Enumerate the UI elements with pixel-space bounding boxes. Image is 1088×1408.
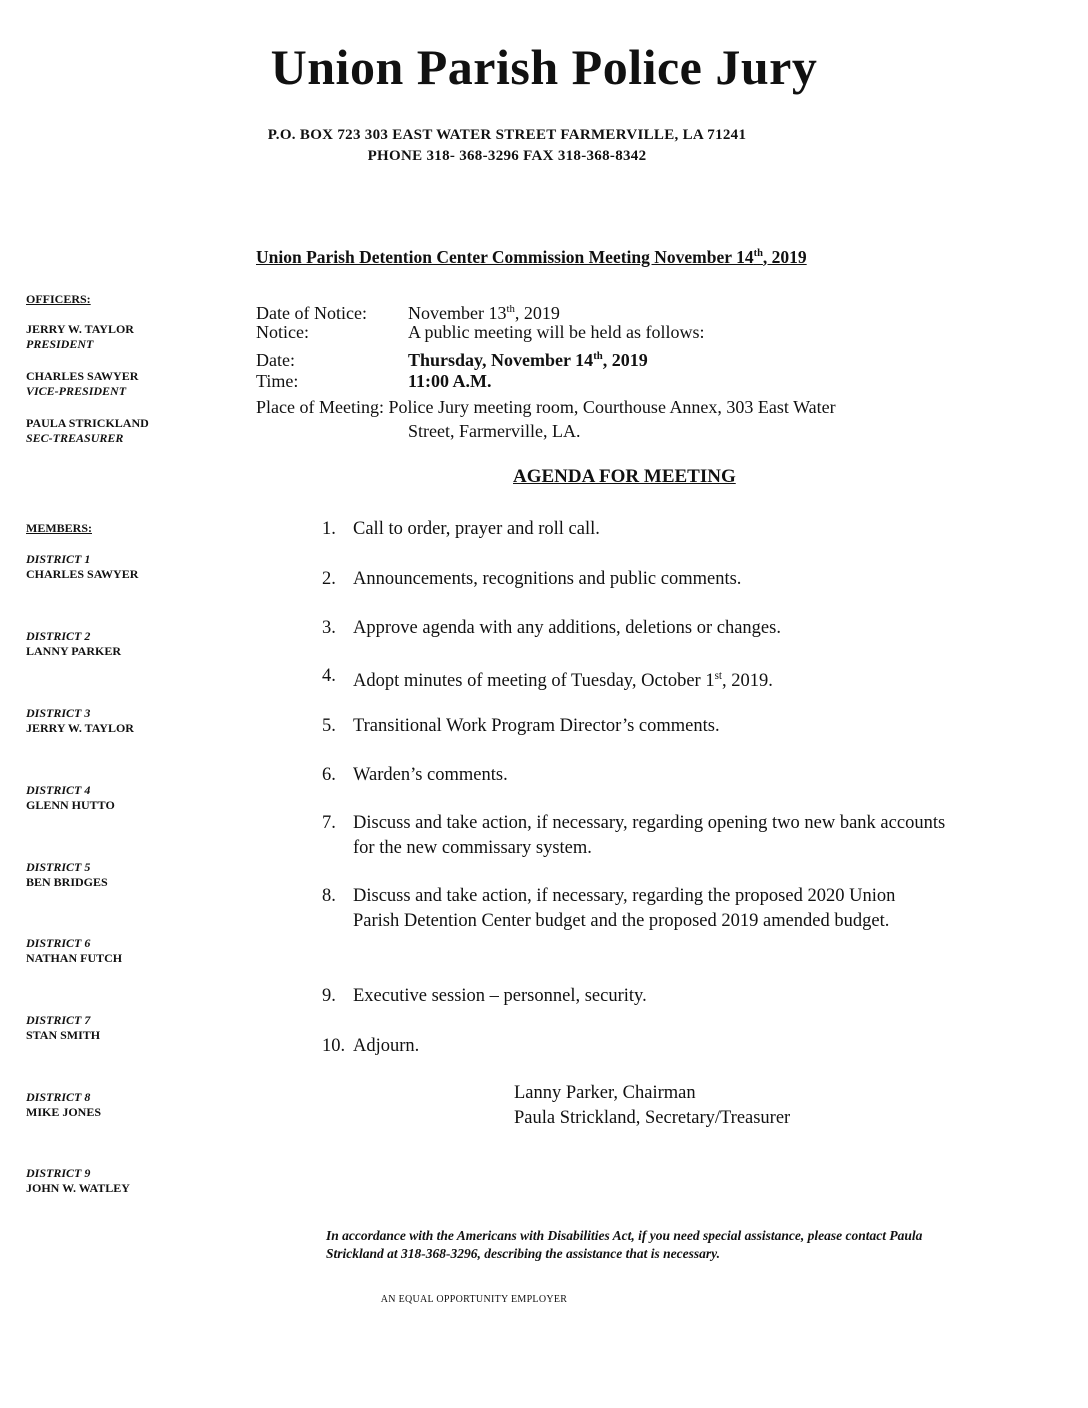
agenda-item-number: 7. xyxy=(322,813,336,833)
place-row xyxy=(256,396,836,418)
member-district: DISTRICT 1 xyxy=(26,552,91,566)
date-row xyxy=(256,345,648,371)
agenda-item-text: Discuss and take action, if necessary, regarding the proposed 2020 Union Parish Detention Center budget and the proposed 2019 amended budget. xyxy=(353,886,896,931)
agenda-item xyxy=(322,984,962,1009)
member-entry xyxy=(26,783,115,813)
notice-label: Notice: xyxy=(256,322,309,342)
agenda-item xyxy=(322,567,962,592)
member-entry xyxy=(26,860,108,890)
member-district: DISTRICT 2 xyxy=(26,629,91,643)
member-name: BEN BRIDGES xyxy=(26,875,108,889)
notice-date-label: Date of Notice: xyxy=(256,303,367,323)
agenda-item xyxy=(322,763,962,788)
address-line: P.O. BOX 723 303 EAST WATER STREET FARMERVILLE, LA 71241 xyxy=(267,127,747,143)
agenda-item xyxy=(322,811,962,861)
agenda-item-text: Adjourn. xyxy=(353,1036,420,1056)
member-district: DISTRICT 4 xyxy=(26,783,91,797)
agenda-item-text: Adopt minutes of meeting of Tuesday, October 1st, 2019. xyxy=(353,670,773,692)
agenda-item xyxy=(322,616,962,641)
member-name: CHARLES SAWYER xyxy=(26,567,139,581)
member-name: GLENN HUTTO xyxy=(26,798,115,812)
agenda-item-number: 4. xyxy=(322,666,336,686)
member-entry xyxy=(26,1013,100,1043)
agenda-item xyxy=(322,517,962,542)
date-label: Date: xyxy=(256,350,295,370)
notice-value: A public meeting will be held as follows: xyxy=(408,322,705,342)
member-name: NATHAN FUTCH xyxy=(26,951,123,965)
agenda-item-number: 9. xyxy=(322,986,336,1006)
member-entry xyxy=(26,1166,130,1196)
signature-chairman: Lanny Parker, Chairman xyxy=(514,1083,696,1103)
officer-name: JERRY W. TAYLOR xyxy=(26,322,134,336)
member-district: DISTRICT 8 xyxy=(26,1090,91,1104)
agenda-item-number: 5. xyxy=(322,716,336,736)
agenda-item xyxy=(322,664,962,694)
officers-label: OFFICERS: xyxy=(26,292,91,306)
officer-entry xyxy=(26,369,138,399)
footer-equal-opportunity: AN EQUAL OPPORTUNITY EMPLOYER xyxy=(380,1294,568,1305)
agenda-item-number: 2. xyxy=(322,569,336,589)
place-value-line1: Police Jury meeting room, Courthouse Annex, 303 East Water xyxy=(388,397,836,417)
place-label: Place of Meeting: xyxy=(256,397,384,417)
agenda-item-text: Call to order, prayer and roll call. xyxy=(353,519,600,539)
member-district: DISTRICT 5 xyxy=(26,860,91,874)
agenda-item-text: Transitional Work Program Director’s comments. xyxy=(353,716,720,736)
agenda-item xyxy=(322,1034,962,1059)
officer-role: SEC-TREASURER xyxy=(26,431,124,445)
agenda-item-text: Discuss and take action, if necessary, regarding opening two new bank accounts for the new commissary system. xyxy=(353,813,946,858)
officer-role: PRESIDENT xyxy=(26,337,94,351)
member-district: DISTRICT 3 xyxy=(26,706,91,720)
member-entry xyxy=(26,706,134,736)
member-district: DISTRICT 9 xyxy=(26,1166,91,1180)
agenda-item-number: 6. xyxy=(322,765,336,785)
member-district: DISTRICT 6 xyxy=(26,936,91,950)
agenda-item-number: 8. xyxy=(322,886,336,906)
notice-row xyxy=(256,321,704,343)
time-value: 11:00 A.M. xyxy=(408,371,492,391)
agenda-title: AGENDA FOR MEETING xyxy=(513,466,736,487)
agenda-item xyxy=(322,714,962,739)
place-value-line2: Street, Farmerville, LA. xyxy=(408,421,581,441)
officer-role: VICE-PRESIDENT xyxy=(26,384,127,398)
signature-secretary: Paula Strickland, Secretary/Treasurer xyxy=(514,1108,791,1128)
time-row xyxy=(256,370,492,392)
member-name: JOHN W. WATLEY xyxy=(26,1181,130,1195)
agenda-item-number: 10. xyxy=(322,1036,346,1056)
ada-notice: In accordance with the Americans with Disabilities Act, if you need special assistance, please contact Paula Strickland at 318-368-3296, describing the assistance that is necessary. xyxy=(326,1228,923,1261)
member-entry xyxy=(26,1090,101,1120)
member-entry xyxy=(26,936,122,966)
member-name: STAN SMITH xyxy=(26,1028,101,1042)
letterhead-title: Union Parish Police Jury xyxy=(270,39,818,95)
member-entry xyxy=(26,552,138,582)
officer-entry xyxy=(26,322,134,352)
agenda-item-number: 1. xyxy=(322,519,336,539)
meeting-heading: Union Parish Detention Center Commission Meeting November 14th, 2019 xyxy=(256,247,807,267)
time-label: Time: xyxy=(256,371,299,391)
notice-date-value: November 13th, 2019 xyxy=(408,303,560,323)
date-value: Thursday, November 14th, 2019 xyxy=(408,350,648,370)
agenda-item-number: 3. xyxy=(322,618,336,638)
agenda-item-text: Approve agenda with any additions, deletions or changes. xyxy=(353,618,781,638)
agenda-item-text: Announcements, recognitions and public comments. xyxy=(353,569,742,589)
phone-line: PHONE 318- 368-3296 FAX 318-368-8342 xyxy=(367,148,647,164)
members-label: MEMBERS: xyxy=(26,521,92,535)
member-district: DISTRICT 7 xyxy=(26,1013,91,1027)
agenda-item-text: Executive session – personnel, security. xyxy=(353,986,647,1006)
member-name: JERRY W. TAYLOR xyxy=(26,721,134,735)
agenda-item-text: Warden’s comments. xyxy=(353,765,508,785)
member-entry xyxy=(26,629,121,659)
officer-entry xyxy=(26,416,149,446)
member-name: MIKE JONES xyxy=(26,1105,102,1119)
member-name: LANNY PARKER xyxy=(26,644,121,658)
agenda-item xyxy=(322,884,962,934)
officer-name: CHARLES SAWYER xyxy=(26,369,139,383)
officer-name: PAULA STRICKLAND xyxy=(26,416,149,430)
